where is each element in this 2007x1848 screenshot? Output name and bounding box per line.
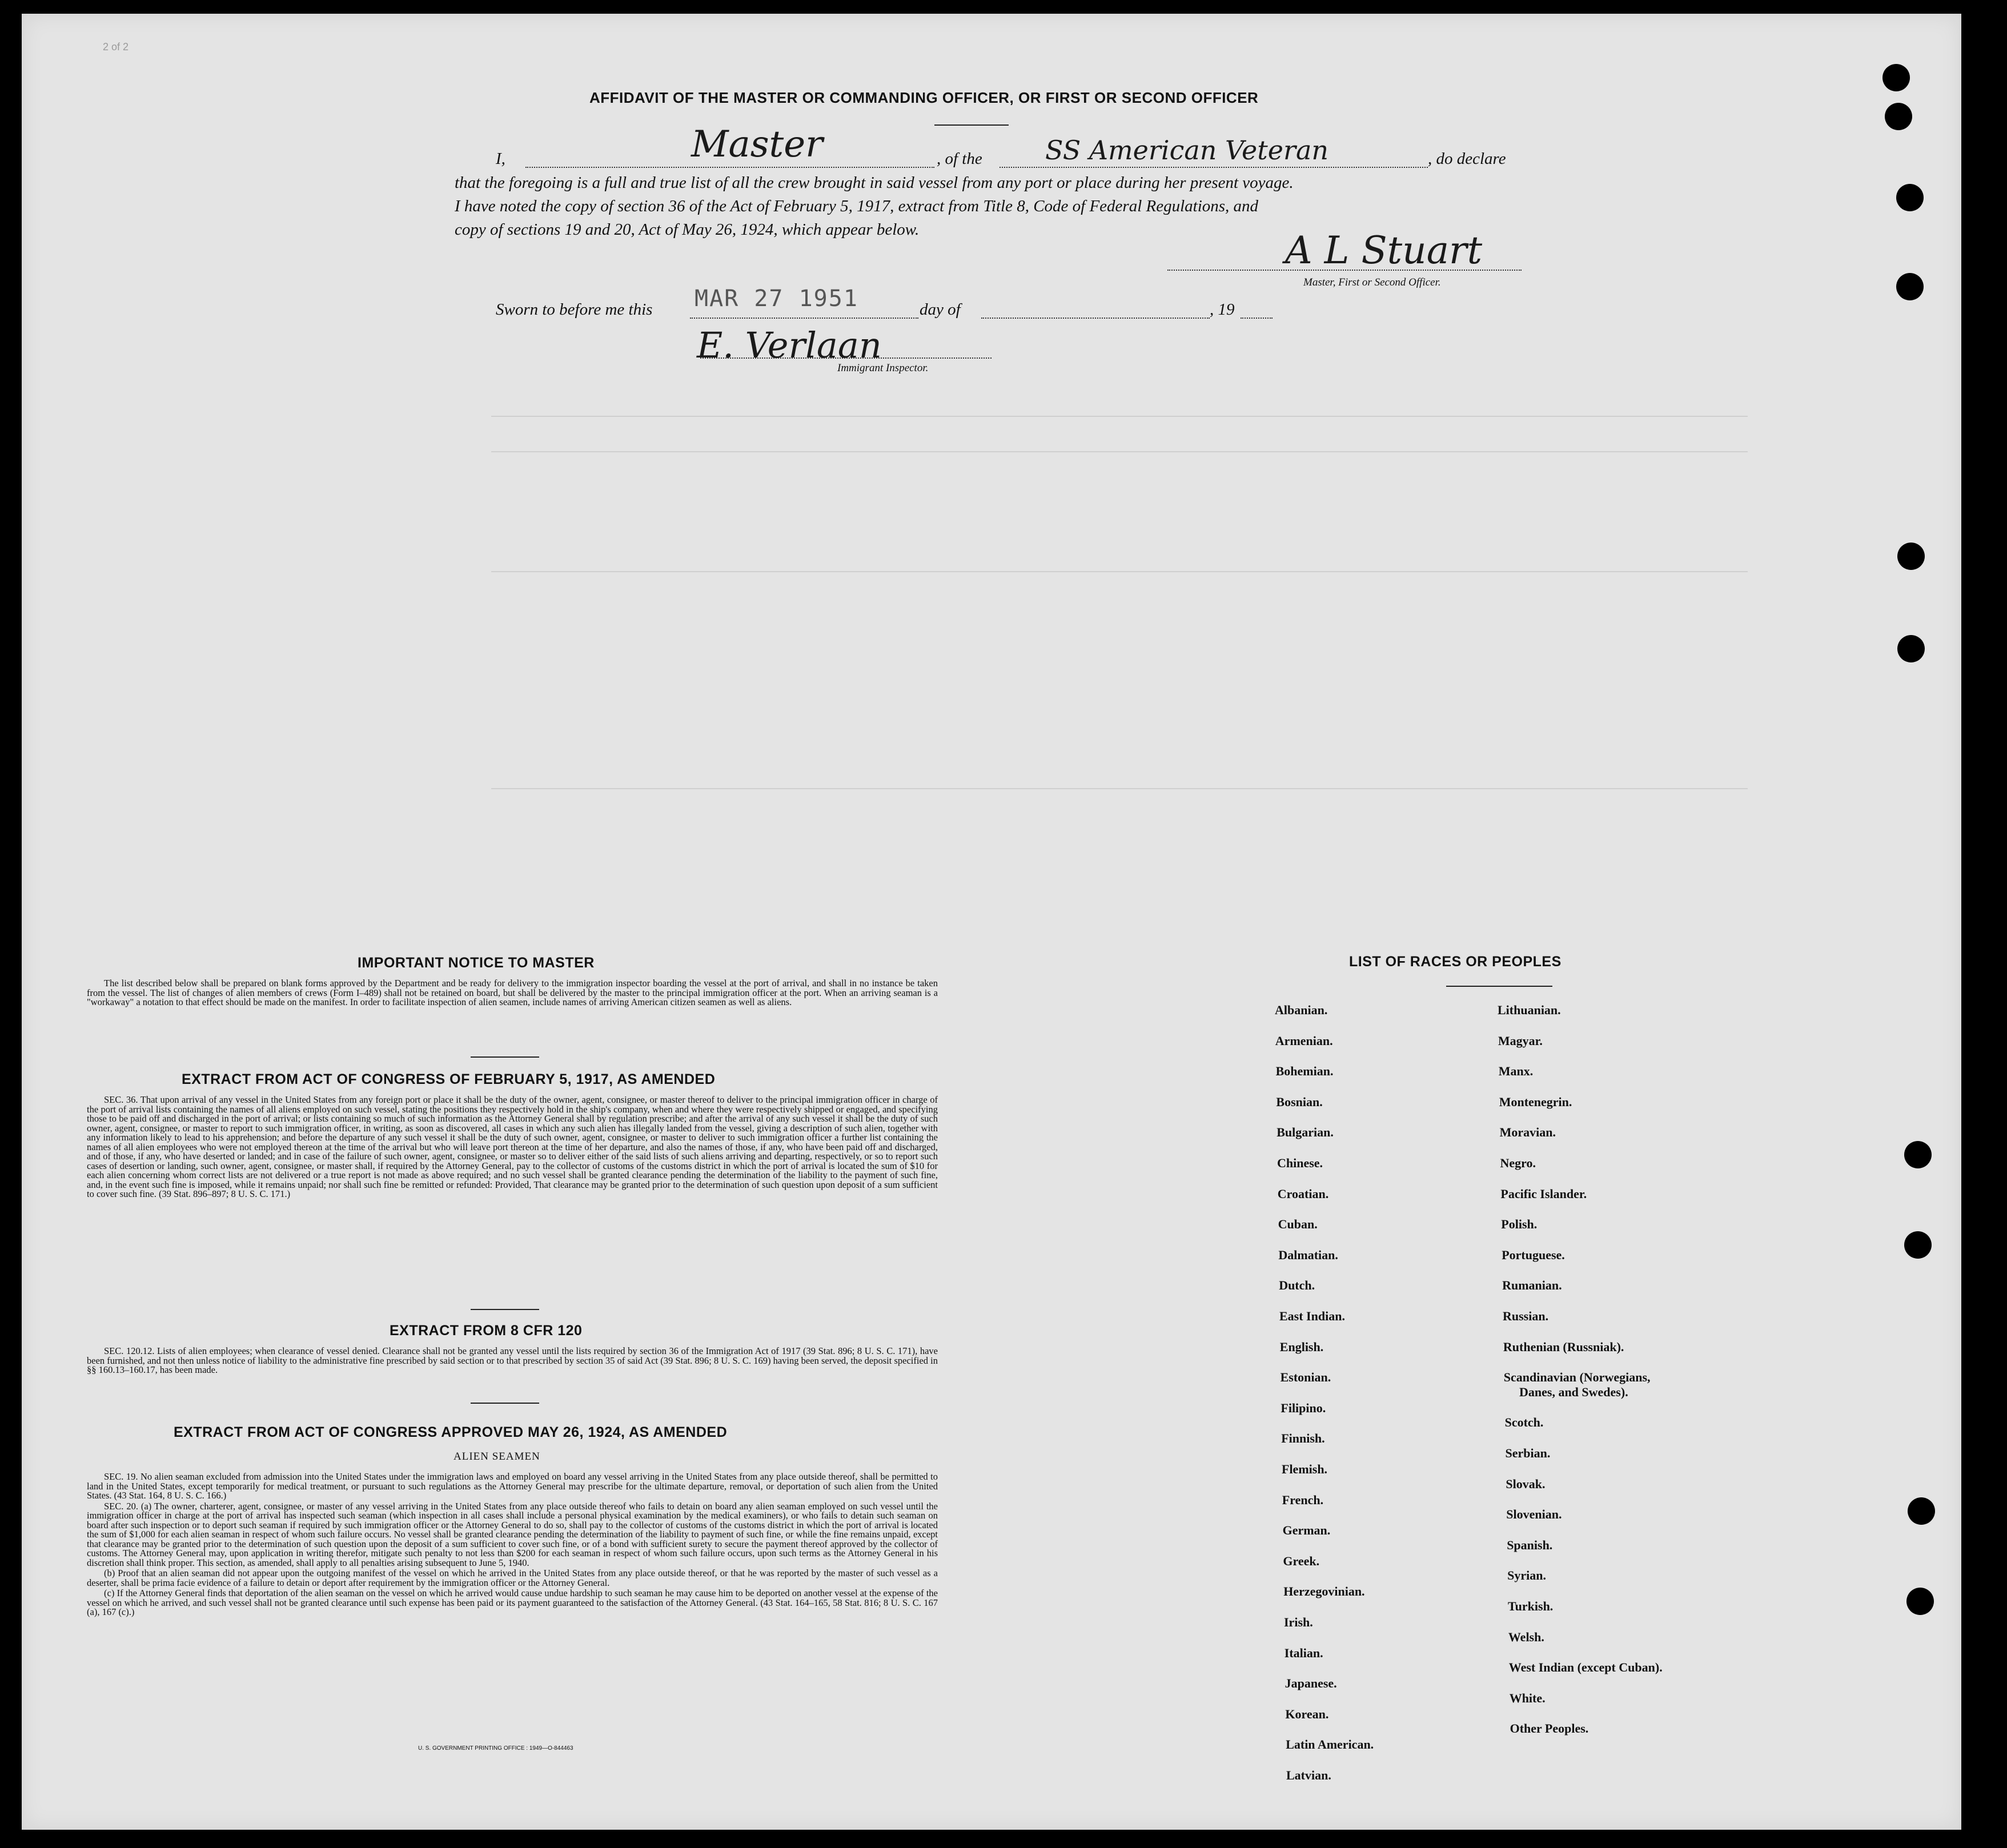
punch-hole [1896, 273, 1924, 300]
race-item: White. [1509, 1690, 1546, 1705]
race-item: Serbian. [1505, 1446, 1551, 1460]
race-item: Scandinavian (Norwegians, [1503, 1370, 1651, 1385]
corner-mark: 2 of 2 [103, 41, 129, 53]
bleed-through-line [491, 416, 1748, 417]
punch-hole [1885, 103, 1912, 130]
race-item: Armenian. [1275, 1033, 1333, 1048]
race-item: Danes, and Swedes). [1519, 1384, 1628, 1399]
month-field [981, 318, 1210, 319]
i-label: I, [496, 150, 505, 168]
race-item: Moravian. [1499, 1125, 1556, 1140]
race-item: Dutch. [1279, 1278, 1315, 1293]
do-declare-label: , do declare [1428, 150, 1506, 168]
punch-hole [1904, 1141, 1932, 1168]
race-item: Portuguese. [1502, 1247, 1565, 1262]
race-item: Scotch. [1504, 1415, 1544, 1430]
sworn-day-field [690, 318, 918, 319]
race-item: West Indian (except Cuban). [1508, 1660, 1663, 1675]
race-item: Japanese. [1285, 1676, 1337, 1691]
punch-hole [1897, 543, 1925, 570]
race-item: Italian. [1284, 1645, 1323, 1660]
affidavit-line-3: I have noted the copy of section 36 of the Act of February 5, 1917, extract from Title 8, Code of Federal Regulations, and [455, 197, 1259, 215]
inspector-line [700, 357, 992, 359]
of-the-label: , of the [937, 150, 982, 168]
punch-hole [1906, 1588, 1934, 1615]
bleed-through-line [491, 788, 1748, 789]
race-item: Rumanian. [1502, 1278, 1562, 1293]
race-item: Irish. [1284, 1615, 1313, 1629]
sworn-label: Sworn to before me this [496, 300, 653, 319]
punch-hole [1904, 1231, 1932, 1259]
extract-1917-paragraph: SEC. 36. That upon arrival of any vessel in the United States from any foreign port or place it shall be the duty of the owner, agent, consignee, or master thereof to deliver to the principal immigration officer in charge of the port of arrival lists containing the names of all aliens employed on such vessel, stating the positions they respectively hold in the ship's company, when and where they were respectively shipped or engaged, and specifying those to be paid off and discharged in the port of arrival; or lists containing so much of such information as the Attorney General shall by regulation prescribe; and after the arrival of any such vessel it shall be the duty of such owner, agent, consignee, or master to report to such immigration officer, in writing, as soon as discovered, all cases in which any such alien has illegally landed from the vessel, giving a description of such alien, together with any information likely to lead to his apprehension; and before the departure of any such vessel it shall be the duty of such owner, agent, consignee, or master to deliver to such immigration officer a further list containing the names of all alien employees who were not employed thereon at the time of the arrival but who will leave port thereon at the time of her departure, and also the names of those, if any, who have been paid off and discharged, and of those, if any, who have deserted or landed; and in case of the failure of such owner, agent, consignee, or master so to deliver either of the said lists of such aliens arriving and departing, respectively, or so to report such cases of desertion or landing, such owner, agent, consignee, or master shall, if required by the Attorney General, pay to the collector of customs of the customs district in which the port of arrival is located the sum of $10 for each alien concerning whom correct lists are not delivered or a true report is not made as above required; and no such vessel shall be granted clearance pending the determination of the liability to the payment of such fine, and, in the event such fine is imposed, while it remains unpaid; nor shall such fine be remitted or refunded: Provided, That clearance may be granted prior to the determination of such question upon deposit of a sum sufficient to cover such fine. (39 Stat. 896–897; 8 U. S. C. 171.) [87, 1094, 938, 1199]
affidavit-line-1 [496, 147, 505, 171]
race-item: Polish. [1501, 1217, 1538, 1232]
punch-hole [1897, 635, 1925, 662]
race-item: Magyar. [1498, 1033, 1543, 1048]
race-item: Syrian. [1507, 1568, 1546, 1583]
race-item: Dalmatian. [1278, 1247, 1338, 1262]
section-19-paragraph: SEC. 19. No alien seaman excluded from admission into the United States under the immigration laws and employed on board any vessel arriving in the United States from any place outside thereof, shall be permitted to land in the United States, except temporarily for medical treatment, or pursuant to such regulations as the Attorney General may prescribe for the ultimate departure, removal, or deportation of such alien from the United States. (43 Stat. 164, 8 U. S. C. 166.) [87, 1471, 938, 1501]
race-item: Herzegovinian. [1283, 1584, 1365, 1599]
races-title-rule [1446, 986, 1552, 987]
race-item: Korean. [1285, 1706, 1329, 1721]
extract-cfr-text [87, 1347, 938, 1376]
inspector-signature: E. Verlaan [697, 324, 882, 366]
race-item: Ruthenian (Russniak). [1503, 1339, 1624, 1354]
alien-seamen-subtitle: ALIEN SEAMEN [453, 1451, 540, 1463]
race-item: Manx. [1498, 1064, 1534, 1079]
punch-hole [1896, 184, 1924, 211]
vessel-handwriting: SS American Veteran [1045, 135, 1329, 166]
race-item: Cuban. [1278, 1217, 1318, 1232]
race-item: Russian. [1503, 1309, 1549, 1323]
bleed-through-line [491, 571, 1748, 572]
race-item: Turkish. [1508, 1599, 1554, 1613]
master-signature: A L Stuart [1285, 228, 1483, 272]
extract-1924-title: EXTRACT FROM ACT OF CONGRESS APPROVED MAY 26, 1924, AS AMENDED [174, 1424, 728, 1440]
extract-1917-title: EXTRACT FROM ACT OF CONGRESS OF FEBRUARY 5, 1917, AS AMENDED [182, 1071, 716, 1087]
race-item: Negro. [1500, 1156, 1536, 1170]
race-item: German. [1282, 1523, 1331, 1538]
race-item: Finnish. [1281, 1431, 1325, 1446]
race-item: Welsh. [1508, 1629, 1544, 1644]
race-item: Croatian. [1277, 1186, 1329, 1201]
race-item: Pacific Islander. [1500, 1186, 1587, 1201]
day-of-label: day of [920, 300, 961, 319]
extract-cfr-title: EXTRACT FROM 8 CFR 120 [390, 1323, 583, 1339]
notice-paragraph: The list described below shall be prepared on blank forms approved by the Department and be ready for delivery to the immigration inspector boarding the vessel at the port of arrival, and shall in no instance be taken from the vessel. The list of changes of alien members of crews (Form I–489) shall not be retained on board, but shall be delivered by the master to the principal immigration officer at the port. When an arriving seaman is a "workaway" a notation to that effect should be made on the manifest. In order to facilitate inspection of alien seamen, include names of arriving American citizen seamen as well as aliens. [87, 978, 938, 1007]
master-field [525, 167, 934, 168]
bleed-through-line [491, 451, 1748, 452]
race-item: Latin American. [1286, 1737, 1374, 1752]
race-item: Other Peoples. [1510, 1721, 1589, 1736]
extract-1917-text [87, 1095, 938, 1200]
race-item: Latvian. [1286, 1768, 1331, 1782]
race-item: Bosnian. [1276, 1094, 1323, 1109]
section-rule [471, 1309, 539, 1310]
signature-caption: Master, First or Second Officer. [1303, 276, 1441, 288]
race-item: Flemish. [1282, 1462, 1328, 1476]
race-item: Slovak. [1506, 1476, 1546, 1491]
punch-hole [1908, 1497, 1935, 1525]
master-handwriting: Master [691, 123, 823, 166]
date-stamp: MAR 27 1951 [695, 286, 858, 312]
signature-line [1167, 270, 1522, 271]
notice-title: IMPORTANT NOTICE TO MASTER [358, 955, 595, 971]
affidavit-title: AFFIDAVIT OF THE MASTER OR COMMANDING OFFICER, OR FIRST OR SECOND OFFICER [589, 89, 1259, 106]
section-20a-paragraph: SEC. 20. (a) The owner, charterer, agent, consignee, or master of any vessel arriving in the United States from any place outside thereof who fails to detain on board any alien seaman employed on such vessel until the immigration officer in charge at the port of arrival has inspected such seaman (which inspection in all cases shall include a personal physical examination by the medical examiners), or who fails to detain such seaman on board after such inspection or to deport such seaman if required by such immigration officer or the Attorney General to do so, shall pay to the collector of customs of the customs district in which the port of arrival is located the sum of $1,000 for each alien seaman in respect of whom such failure occurs. No vessel shall be granted clearance pending the determination of the liability to payment of such fine, or while the fine remains unpaid, except that clearance may be granted prior to the determination of such question upon the deposit of a sum sufficient to cover such fine, or of a bond with sufficient surety to secure the payment thereof approved by the collector of customs. The Attorney General may, upon application in writing therefor, mitigate such penalty to not less than $200 for each seaman in respect of whom such failure occurs, upon such terms as the Attorney General in his discretion shall think proper. This section, as amended, shall apply to all penalties arising subsequent to June 5, 1940. [87, 1500, 938, 1568]
inspector-caption: Immigrant Inspector. [837, 362, 929, 374]
section-20b-paragraph: (b) Proof that an alien seaman did not appear upon the outgoing manifest of the vessel on which he arrived in the United States from any place outside thereof, or that he was reported by the master of such vessel as a deserter, shall be prima facie evidence of a failure to detain or deport after requirement by the immigration officer or the Attorney General. [87, 1568, 938, 1588]
race-item: Filipino. [1281, 1400, 1326, 1415]
race-item: Estonian. [1280, 1370, 1331, 1385]
race-item: Montenegrin. [1499, 1094, 1572, 1109]
race-item: Bohemian. [1275, 1064, 1334, 1079]
year-label: , 19 [1210, 300, 1235, 319]
race-item: Greek. [1283, 1553, 1320, 1568]
extract-1924-text [87, 1472, 938, 1618]
punch-hole [1882, 64, 1910, 91]
year-field [1241, 318, 1273, 319]
race-item: East Indian. [1279, 1309, 1345, 1323]
race-item: Chinese. [1277, 1156, 1323, 1170]
race-item: French. [1282, 1492, 1324, 1507]
notice-text [87, 979, 938, 1009]
affidavit-line-2: that the foregoing is a full and true list of all the crew brought in said vessel from any port or place during her present voyage. [455, 174, 1294, 192]
extract-cfr-paragraph: SEC. 120.12. Lists of alien employees; when clearance of vessel denied. Clearance shall not be granted any vessel until the lists required by section 36 of the Immigration Act of 1917 (39 Stat. 896; 8 U. S. C. 171), have been furnished, and not then unless notice of liability to the administrative fine prescribed by said section or to that prescribed by section 35 of said Act (39 Stat. 896; 8 U. S. C. 169) having been served, the deposit specified in §§ 160.13–160.17, has been made. [87, 1345, 938, 1375]
affidavit-line-4: copy of sections 19 and 20, Act of May 26, 1924, which appear below. [455, 220, 920, 239]
race-item: Albanian. [1275, 1003, 1328, 1017]
title-rule [934, 124, 1009, 126]
races-title: LIST OF RACES OR PEOPLES [1349, 954, 1562, 970]
printer-imprint: U. S. GOVERNMENT PRINTING OFFICE : 1949—O-844463 [418, 1745, 573, 1751]
race-item: Slovenian. [1506, 1507, 1562, 1522]
race-item: Bulgarian. [1277, 1125, 1334, 1140]
section-20c-paragraph: (c) If the Attorney General finds that deportation of the alien seaman on the vessel on which he arrived would cause undue hardship to such seaman he may cause him to be deported on another vessel at the expense of the vessel on which he arrived, and such vessel shall not be granted clearance until such expense has been paid or its payment guaranteed to the satisfaction of the Attorney General. (43 Stat. 164–165, 58 Stat. 816; 8 U. S. C. 167 (a), 167 (c).) [87, 1588, 938, 1617]
race-item: Lithuanian. [1498, 1003, 1561, 1017]
section-rule [471, 1056, 539, 1058]
vessel-field [1000, 167, 1428, 168]
section-rule [471, 1403, 539, 1404]
race-item: Spanish. [1507, 1537, 1553, 1552]
race-item: English. [1279, 1339, 1324, 1354]
